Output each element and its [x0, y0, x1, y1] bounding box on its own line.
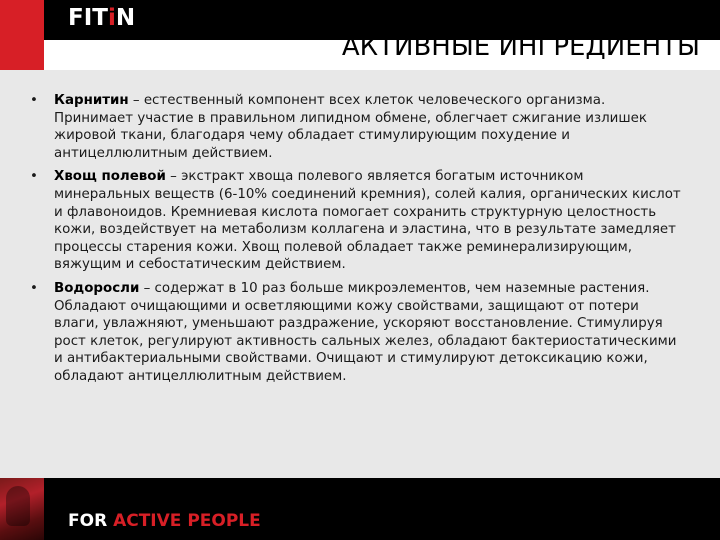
- logo-text-i: i: [107, 5, 116, 31]
- ingredient-description: – содержат в 10 раз больше микроэлементов, чем наземные растения. Обладают очищающими и осветляющими кожу свойствами, защищают от потери влаги, увлажняют, уменьшают раздражение, ускоряют восстановление. Стимулируя рост клеток, регулируют активность сальных желез, обладают бактериостатическими и антибактериальными свойствами. Очищают и стимулируют детоксикацию кожи, обладают антицеллюлитным действием.: [54, 280, 677, 384]
- ingredient-description: – экстракт хвоща полевого является богатым источником минеральных веществ (6-10% соединений кремния), солей калия, органических кислот и флавоноидов. Кремниевая кислота помогает сохранить структурную целостность кожи, воздействует на метаболизм коллагена и эластина, что в результате замедляет процессы старения кожи. Хвощ полевой обладает также реминерализирующим, вяжущим и себостатическим действием.: [54, 169, 681, 273]
- header-accent-stripe: [0, 0, 44, 70]
- fitin-logo: [68, 6, 135, 30]
- bullet-icon: •: [30, 93, 38, 108]
- slogan-active-people: ACTIVE PEOPLE: [113, 511, 261, 531]
- ingredient-list: [22, 92, 682, 386]
- list-item-seaweed: [22, 280, 682, 386]
- list-item-carnitine: [22, 92, 682, 162]
- header-bar: [0, 0, 720, 70]
- list-item-horsetail: [22, 168, 682, 274]
- logo-text-fit: FIT: [68, 5, 108, 31]
- content-area: [22, 92, 682, 392]
- slogan-for: FOR: [68, 511, 114, 531]
- page-title: АКТИВНЫЕ ИНГРЕДИЕНТЫ: [341, 32, 700, 62]
- athlete-photo: [0, 478, 44, 540]
- bullet-icon: •: [30, 169, 38, 185]
- ingredient-term: Карнитин: [54, 93, 129, 108]
- footer-slogan: [68, 510, 261, 532]
- ingredient-description: – естественный компонент всех клеток человеческого организма. Принимает участие в правильном липидном обмене, облегчает сжигание излишек жировой ткани, благодаря чему обладает стимулирующим похудение и антицеллюлитным действием.: [54, 93, 647, 161]
- ingredient-term: Водоросли: [54, 280, 140, 296]
- ingredient-term: Хвощ полевой: [54, 169, 166, 185]
- footer-bar: [0, 478, 720, 540]
- bullet-icon: •: [30, 280, 38, 296]
- athlete-silhouette: [6, 486, 30, 526]
- logo-text-n: N: [115, 5, 136, 31]
